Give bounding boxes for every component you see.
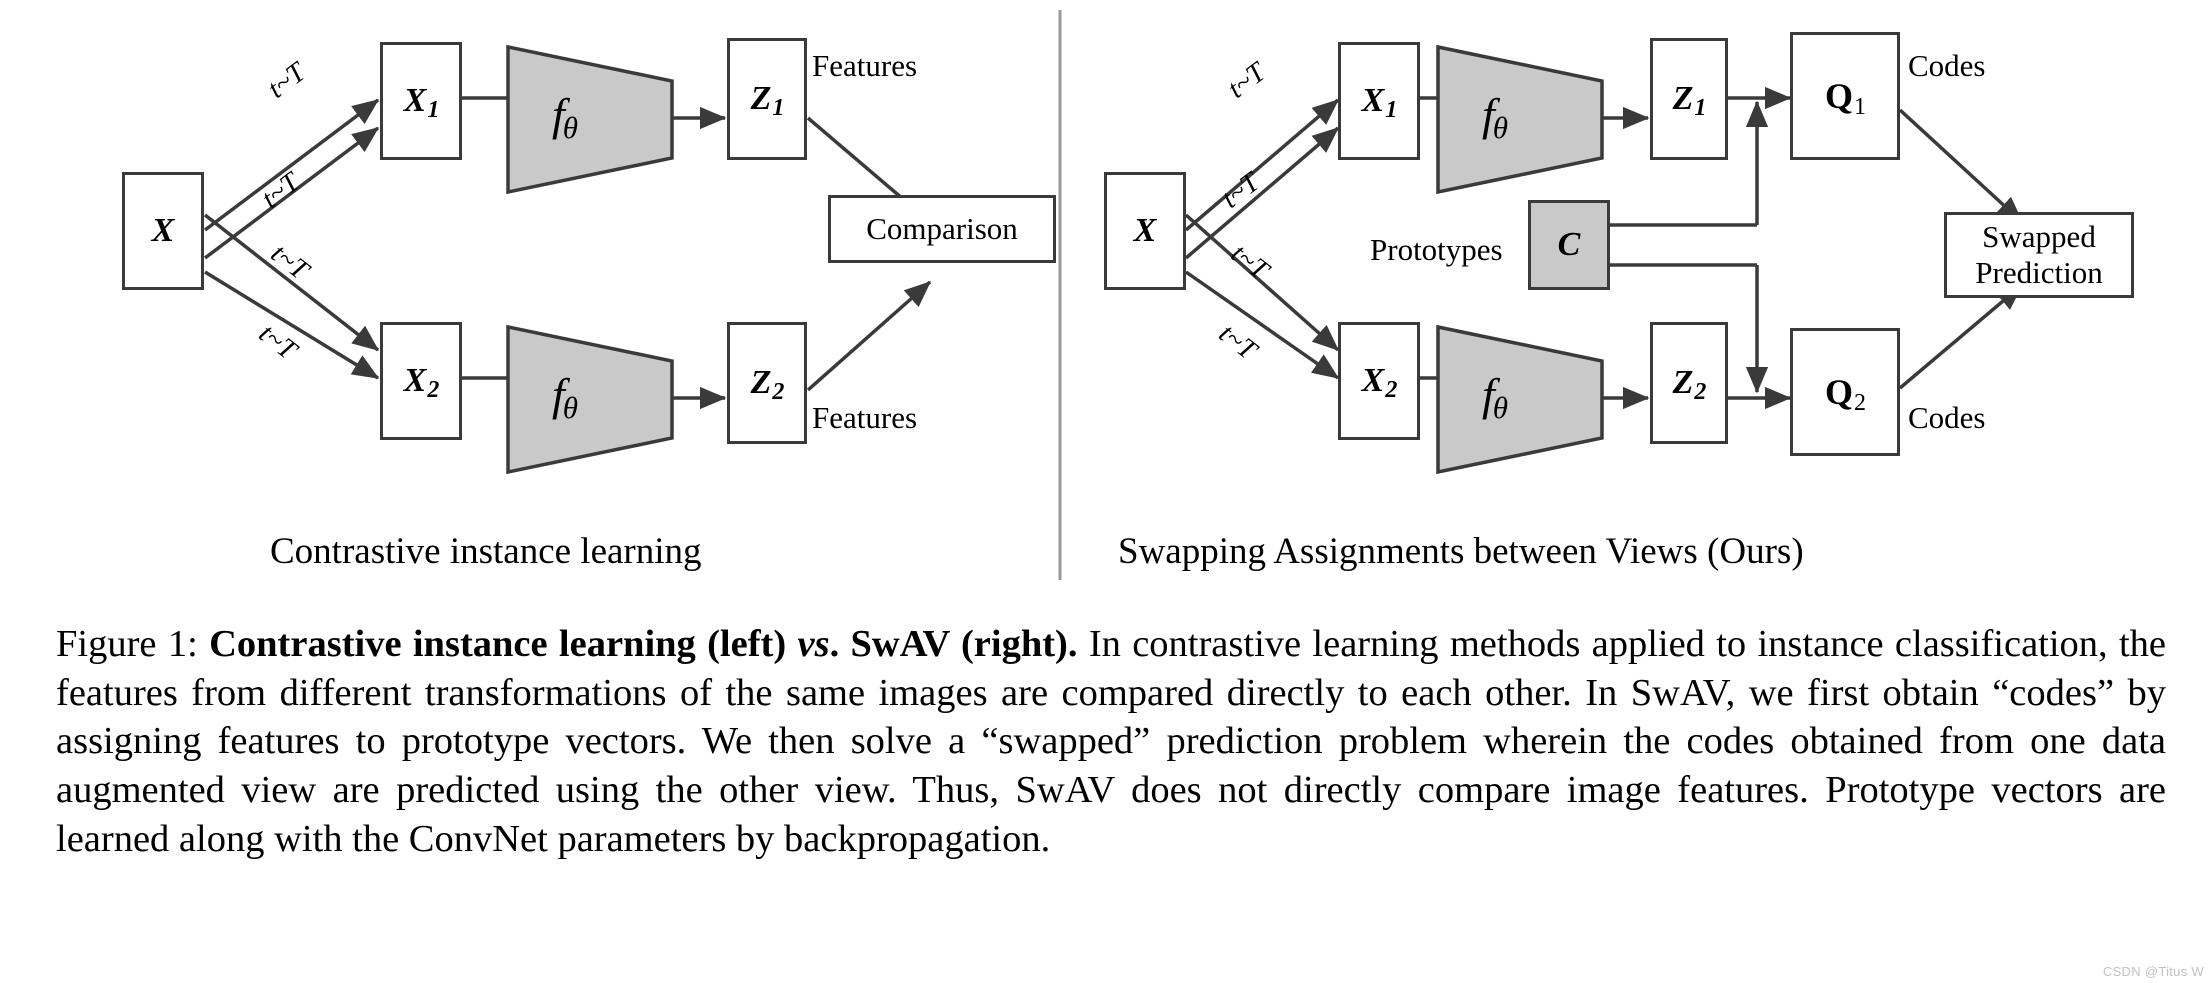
node-x-right-label: X [1133,212,1157,249]
node-x1-right-label: X1 [1361,82,1398,123]
node-x2-left-label: X2 [403,362,440,403]
node-q2 [1790,328,1900,456]
annotation-prototypes: Prototypes [1370,232,1503,267]
node-z2-left-label: Z2 [750,364,785,405]
watermark-text: CSDN @Titus W [2102,964,2204,979]
caption-body: In contrastive learning methods applied to instance classification, the features from different transformations of the same images are compared directly to each other. In SwAV, we first obtain “codes” by assigning features to prototype vectors. We then solve a “swapped” prediction problem wherein the codes obtained from one data augmented view are predicted using the other view. Thus, SwAV does not directly compare image features. Prototype vectors are learned along with the ConvNet parameters by backpropagation. [56,623,2167,860]
edge-label-t1-right: t~T [1222,56,1272,105]
encoder-f-theta-right-top: fθ [1482,89,1509,145]
edge-label-t3-right: t~T [1224,238,1275,287]
node-x2-right-label: X2 [1361,362,1398,403]
node-z1-left [727,38,807,160]
right-panel-title: Swapping Assignments between Views (Ours) [1118,531,1804,572]
annotation-codes-top: Codes [1908,48,1986,83]
caption-bold-italic: vs [797,623,830,665]
node-x1-left [380,42,462,160]
left-panel-title: Contrastive instance learning [270,531,702,572]
swapped-prediction-line1: Swapped [1982,219,2096,255]
caption-bold-part1: Contrastive instance learning (left) [209,623,787,665]
node-swapped-prediction [1944,212,2134,298]
annotation-codes-bottom: Codes [1908,400,1986,435]
node-z1-right [1650,38,1728,160]
node-q1 [1790,32,1900,160]
node-prototypes-c-label: C [1557,226,1581,263]
encoder-f-theta-left-bottom: fθ [552,369,579,425]
node-x1-left-label: X1 [403,82,440,123]
node-z2-right-label: Z2 [1672,364,1707,405]
node-q2-label: Q2 [1824,372,1866,416]
edge-label-t4-left: t~T [252,318,303,367]
node-q1-label: Q1 [1824,76,1866,120]
node-x-left-label: X [151,212,175,249]
node-x1-right [1338,42,1420,160]
swapped-prediction-line2: Prediction [1975,255,2103,290]
node-z2-left [727,322,807,444]
figure-caption [56,620,2166,863]
edge-label-t1-left: t~T [262,56,312,105]
annotation-features-bottom: Features [812,400,918,435]
edge-label-t2-right: t~T [1216,166,1266,215]
node-z2-right [1650,322,1728,444]
node-x2-right [1338,322,1420,440]
edge-label-t2-left: t~T [256,166,306,215]
edge-label-t4-right: t~T [1212,318,1263,367]
node-x-right [1104,172,1186,290]
encoder-f-theta-left-top: fθ [552,89,579,145]
encoder-f-theta-right-bottom: fθ [1482,369,1509,425]
node-comparison-label: Comparison [866,211,1018,247]
node-x-left [122,172,204,290]
node-z1-right-label: Z1 [1672,80,1707,121]
node-prototypes-c [1528,200,1610,290]
annotation-features-top: Features [812,48,918,83]
node-x2-left [380,322,462,440]
caption-figure-number: Figure 1: [56,623,198,665]
edge-label-t3-left: t~T [264,238,315,287]
caption-bold-part2: . SwAV (right). [829,623,1078,665]
node-comparison [828,195,1056,263]
node-z1-left-label: Z1 [750,80,785,121]
